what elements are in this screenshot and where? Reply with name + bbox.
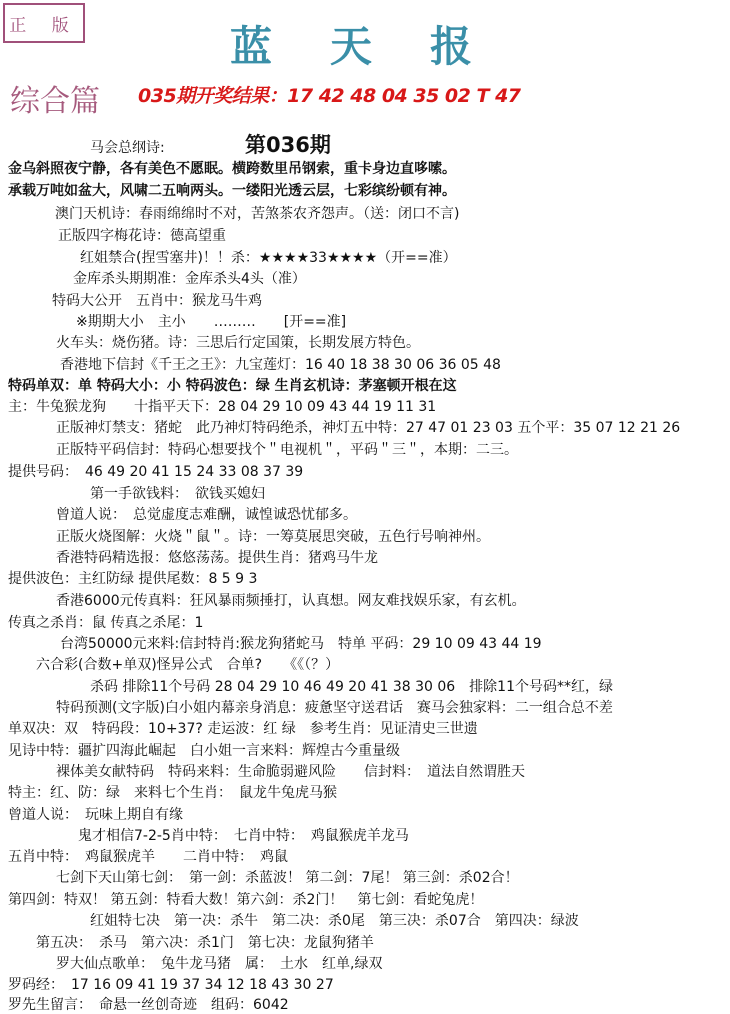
content-line: 红姐特七决 第一决：杀牛 第二决：杀0尾 第三决：杀07合 第四决：绿波: [90, 913, 579, 929]
issue-number: 第036期: [245, 133, 331, 157]
content-line: 红姐禁合(捏雪塞井)！！杀：★★★★33★★★★（开==准）: [80, 250, 457, 266]
content-line: 香港6000元传真料：狂风暴雨频捶打，认真想。网友难找娱乐家，有玄机。: [56, 593, 526, 609]
content-line: 第五决： 杀马 第六决：杀1门 第七决：龙鼠狗猪羊: [36, 935, 374, 951]
content-line: 罗码经： 17 16 09 41 19 37 34 12 18 43 30 27: [8, 977, 334, 993]
content-line: 金库杀头期期准：金库杀头4头（准）: [73, 271, 306, 287]
content-line: 六合彩(合数+单双)怪异公式 合单? 《《（？）: [36, 657, 340, 673]
content-line: 承载万吨如盆大，风啸二五响两头。一缕阳光透云层，七彩缤纷顿有神。: [8, 183, 456, 199]
content-line: 火车头：烧伤猪。诗：三思后行定国策，长期发展方特色。: [56, 335, 420, 351]
content-line: 特码预测(文字版)白小姐内幕亲身消息：疲惫坚守送君话 赛马会独家料：二一组合总不差: [56, 700, 613, 716]
content-line: 罗大仙点歌单： 兔牛龙马猪 属： 土水 红单,绿双: [56, 956, 383, 972]
section-title: 综合篇: [10, 84, 100, 119]
content-line: 正版神灯禁支：猪蛇 此乃神灯特码绝杀，神灯五中特：27 47 01 23 03 五个平：35 07 12 21 26: [56, 420, 681, 436]
content-line: 台湾50000元来料:信封特肖:猴龙狗猪蛇马 特单 平码：29 10 09 43 44 19: [60, 636, 542, 652]
content-line: ※期期大小 主小 ……… [开==准]: [76, 314, 347, 330]
content-line: 七剑下天山第七剑： 第一剑：杀蓝波！ 第二剑：7尾！ 第三剑：杀02合！: [56, 870, 519, 886]
edition-badge: 正 版: [3, 3, 85, 43]
content-line: 香港特码精选报：悠悠荡荡。提供生肖：猪鸡马牛龙: [56, 550, 378, 566]
content-line: 曾道人说： 玩味上期自有缘: [8, 807, 183, 823]
content-line: 鬼才相信7-2-5肖中特： 七肖中特： 鸡鼠猴虎羊龙马: [78, 828, 409, 844]
content-line: 正版特平码信封：特码心想要找个＂电视机＂，平码＂三＂，本期：二三。: [56, 442, 518, 458]
content-line: 主：牛兔猴龙狗 十指平天下：28 04 29 10 09 43 44 19 11 31: [8, 399, 437, 415]
content-line: 正版火烧图解：火烧＂鼠＂。诗：一筹莫展思突破，五色行号响神州。: [56, 529, 490, 545]
content-line: 马会总纲诗:: [90, 140, 165, 156]
content-line: 裸体美女献特码 特码来料：生命脆弱避风险 信封料： 道法自然谓胜天: [56, 764, 525, 780]
newspaper-title: 蓝天报: [230, 22, 531, 71]
content-line: 正版四字梅花诗：德高望重: [58, 228, 226, 244]
content-line: 传真之杀肖：鼠 传真之杀尾：1: [8, 615, 204, 631]
content-line: 曾道人说： 总觉虚度志难酬，诚惶诚恐忧郁多。: [56, 507, 357, 523]
content-line: 提供波色：主红防绿 提供尾数：8 5 9 3: [8, 571, 258, 587]
content-line: 提供号码： 46 49 20 41 15 24 33 08 37 39: [8, 464, 304, 480]
content-line: 特主：红、防：绿 来料七个生肖： 鼠龙牛兔虎马猴: [8, 785, 337, 801]
content-line: 特码单双：单 特码大小：小 特码波色：绿 生肖玄机诗：茅塞顿开根在这: [8, 378, 457, 394]
content-line: 金乌斜照夜宁静，各有美色不愿眠。横跨数里吊钢索，重卡身边直哆嗦。: [8, 161, 456, 177]
draw-result: 035期开奖结果：17 42 48 04 35 02 T 47: [138, 85, 521, 107]
content-line: 罗先生留言： 命悬一丝创奇迹 组码：6042: [8, 997, 289, 1013]
content-line: 第四剑：特双！ 第五剑：特看大数！第六剑：杀2门！ 第七剑：看蛇兔虎！: [8, 892, 484, 908]
content-line: 香港地下信封《千王之王》：九宝莲灯：16 40 18 38 30 06 36 05 48: [60, 357, 501, 373]
content-line: 第一手欲钱料： 欲钱买媳妇: [90, 486, 265, 502]
content-line: 五肖中特： 鸡鼠猴虎羊 二肖中特： 鸡鼠: [8, 849, 288, 865]
content-line: 特码大公开 五肖中：猴龙马牛鸡: [52, 293, 262, 309]
content-line: 杀码 排除11个号码 28 04 29 10 46 49 20 41 38 30 06 排除11个号码**红，绿: [90, 679, 613, 695]
content-line: 见诗中特：疆扩四海此崛起 白小姐一言来料：辉煌古今重量级: [8, 743, 400, 759]
content-line: 单双决：双 特码段：10+37? 走运波：红 绿 参考生肖：见证清史三世遗: [8, 721, 478, 737]
content-line: 澳门天机诗：春雨绵绵时不对，苦煞茶农齐怨声。（送：闭口不言): [55, 206, 460, 222]
